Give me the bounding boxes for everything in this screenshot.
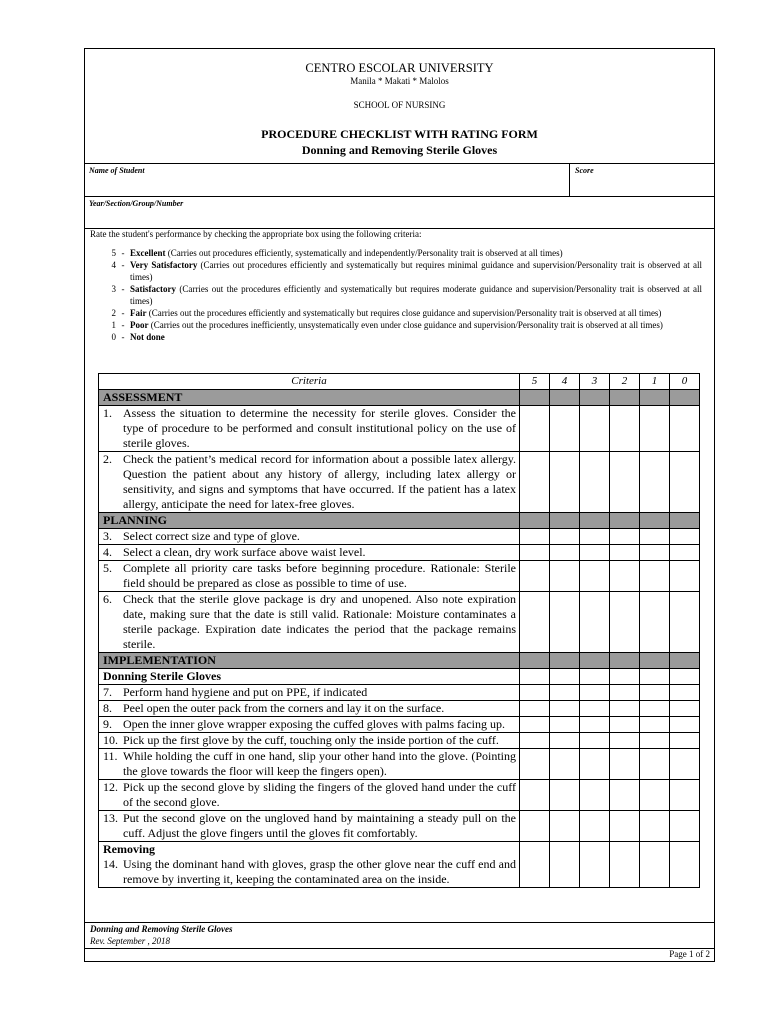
score-cell[interactable] xyxy=(520,749,550,780)
score-cell[interactable] xyxy=(550,406,580,452)
item-text: Perform hand hygiene and put on PPE, if indicated xyxy=(123,685,368,699)
table-row: 8. Peel open the outer pack from the corners and lay it on the surface. xyxy=(99,701,700,717)
score-cell[interactable] xyxy=(640,701,670,717)
item-text: While holding the cuff in one hand, slip your other hand into the glove. (Pointing the glove towards the floor will keep the fingers open). xyxy=(123,749,516,778)
item-text: Select correct size and type of glove. xyxy=(123,529,300,543)
score-cell[interactable] xyxy=(640,452,670,513)
form-title: PROCEDURE CHECKLIST WITH RATING FORM xyxy=(261,127,538,141)
criteria-row: 5 - Excellent (Carries out procedures efficiently, systematically and independently/Personality trait is observed at all times) xyxy=(111,248,563,258)
score-cell[interactable] xyxy=(550,529,580,545)
score-cell[interactable] xyxy=(520,561,550,592)
score-cell[interactable] xyxy=(610,406,640,452)
table-row: 2. Check the patient’s medical record for information about a possible latex allergy. Question the patient about any history of allergy, including latex allergy or sensitivity, and signs and symptoms that have occurred. If the patient has a latex allergy, anticipate the need for latex-free gloves. xyxy=(99,452,700,513)
score-cell[interactable] xyxy=(550,733,580,749)
section-row-implementation xyxy=(99,653,700,669)
score-cell[interactable] xyxy=(670,452,700,513)
table-row: 5. Complete all priority care tasks before beginning procedure. Rationale: Sterile field should be prepared as close as possible to time of use. xyxy=(99,561,700,592)
name-label: Name of Student xyxy=(89,166,145,175)
score-cell[interactable] xyxy=(520,733,550,749)
score-cell[interactable] xyxy=(670,717,700,733)
item-text: Pick up the second glove by sliding the fingers of the gloved hand under the cuff of the second glove. xyxy=(123,780,516,809)
score-cell[interactable] xyxy=(520,452,550,513)
score-cell[interactable] xyxy=(640,592,670,653)
score-cell[interactable] xyxy=(520,780,550,811)
item-text: Peel open the outer pack from the corners and lay it on the surface. xyxy=(123,701,445,715)
score-cell[interactable] xyxy=(610,780,640,811)
page-number: Page 1 of 2 xyxy=(669,949,710,959)
rating-criteria xyxy=(90,247,702,343)
table-row: 13. Put the second glove on the ungloved hand by maintaining a steady pull on the cuff. Adjust the glove fingers until the gloves fit comfortably. xyxy=(99,811,700,842)
table-row: 3. Select correct size and type of glove. xyxy=(99,529,700,545)
score-cell[interactable] xyxy=(640,545,670,561)
score-cell[interactable] xyxy=(610,701,640,717)
score-header-3: 3 xyxy=(580,374,610,390)
procedure-title: Donning and Removing Sterile Gloves xyxy=(301,143,498,157)
score-cell[interactable] xyxy=(610,842,640,888)
score-header-5: 5 xyxy=(520,374,550,390)
criteria-header: Criteria xyxy=(99,374,520,390)
score-cell[interactable] xyxy=(550,717,580,733)
section-heading: ASSESSMENT xyxy=(99,390,520,406)
subheading-removing: Removing xyxy=(99,842,520,858)
score-cell[interactable] xyxy=(580,842,610,888)
score-cell[interactable] xyxy=(580,701,610,717)
item-text: Pick up the first glove by the cuff, touching only the inside portion of the cuff. xyxy=(123,733,499,747)
item-text: Check that the sterile glove package is dry and unopened. Also note expiration date, making sure that the date is still valid. Rationale: Moisture contaminates a sterile package. Expiration date indicates the period that the package remains sterile. xyxy=(123,592,516,651)
score-cell[interactable] xyxy=(610,545,640,561)
item-text: Put the second glove on the ungloved hand by maintaining a steady pull on the cuff. Adjust the glove fingers until the gloves fit comfortably. xyxy=(123,811,516,840)
score-cell[interactable] xyxy=(580,811,610,842)
field-divider xyxy=(569,164,570,197)
score-cell[interactable] xyxy=(670,749,700,780)
criteria-row: 2 - Fair (Carries out the procedures efficiently and systematically but requires close guidance and supervision/Personality trait is observed at all times) xyxy=(111,308,662,318)
criteria-row: 1 - Poor (Carries out the procedures inefficiently, unsystematically even under close guidance and supervision/Personality trait is observed at all times) xyxy=(111,320,663,330)
score-cell[interactable] xyxy=(580,545,610,561)
score-cell[interactable] xyxy=(670,733,700,749)
score-header-2: 2 xyxy=(610,374,640,390)
score-cell[interactable] xyxy=(580,452,610,513)
footer-bottom-divider xyxy=(84,948,715,949)
score-cell[interactable] xyxy=(520,529,550,545)
criteria-row: 0 - Not done xyxy=(111,332,165,342)
score-cell[interactable] xyxy=(610,561,640,592)
name-field[interactable] xyxy=(84,163,715,197)
item-text: Select a clean, dry work surface above waist level. xyxy=(123,545,366,559)
score-header-1: 1 xyxy=(640,374,670,390)
score-cell[interactable] xyxy=(670,406,700,452)
score-cell[interactable] xyxy=(520,545,550,561)
score-cell[interactable] xyxy=(610,685,640,701)
section-heading: IMPLEMENTATION xyxy=(99,653,520,669)
table-header-row xyxy=(99,374,700,390)
footer-divider xyxy=(84,922,715,923)
score-cell[interactable] xyxy=(610,452,640,513)
score-cell[interactable] xyxy=(610,749,640,780)
score-cell[interactable] xyxy=(580,561,610,592)
footer-revision: Rev. September , 2018 xyxy=(90,936,171,946)
criteria-row: 4 - Very Satisfactory (Carries out procedures efficiently and systematically but requires minimal guidance and supervision/Personality trait is observed at all times) xyxy=(111,260,702,282)
table-row: 1. Assess the situation to determine the necessity for sterile gloves. Consider the type of procedure to be performed and consult institutional policy on the use of sterile gloves. xyxy=(99,406,700,452)
score-cell[interactable] xyxy=(520,685,550,701)
item-text: Assess the situation to determine the necessity for sterile gloves. Consider the type of procedure to be performed and consult institutional policy on the use of sterile gloves. xyxy=(123,406,516,450)
subheading-donning: Donning Sterile Gloves xyxy=(99,669,520,685)
score-cell[interactable] xyxy=(670,685,700,701)
score-cell[interactable] xyxy=(640,685,670,701)
score-cell[interactable] xyxy=(550,701,580,717)
table-row: 10. Pick up the first glove by the cuff, touching only the inside portion of the cuff. xyxy=(99,733,700,749)
score-cell[interactable] xyxy=(670,780,700,811)
table-row: 12. Pick up the second glove by sliding the fingers of the gloved hand under the cuff of the second glove. xyxy=(99,780,700,811)
table-row: 6. Check that the sterile glove package is dry and unopened. Also note expiration date, making sure that the date is still valid. Rationale: Moisture contaminates a sterile package. Expiration date indicates the period that the package remains sterile. xyxy=(99,592,700,653)
score-cell[interactable] xyxy=(670,545,700,561)
score-cell[interactable] xyxy=(550,561,580,592)
table-row: 4. Select a clean, dry work surface above waist level. xyxy=(99,545,700,561)
score-cell[interactable] xyxy=(550,685,580,701)
section-heading: PLANNING xyxy=(99,513,520,529)
score-cell[interactable] xyxy=(550,749,580,780)
score-cell[interactable] xyxy=(550,811,580,842)
item-text: Check the patient’s medical record for information about a possible latex allergy. Question the patient about any history of allergy, including latex allergy or sensitivity, and signs and symptoms that have occurred. If the patient has a latex allergy, anticipate the need for latex-free gloves. xyxy=(123,452,516,511)
subheading-row xyxy=(99,669,700,685)
score-cell[interactable] xyxy=(640,842,670,888)
score-cell[interactable] xyxy=(580,749,610,780)
score-cell[interactable] xyxy=(580,717,610,733)
score-cell[interactable] xyxy=(550,545,580,561)
university-name: CENTRO ESCOLAR UNIVERSITY xyxy=(305,61,494,75)
score-cell[interactable] xyxy=(640,811,670,842)
subheading-row xyxy=(99,842,700,858)
table-row: 9. Open the inner glove wrapper exposing the cuffed gloves with palms facing up. xyxy=(99,717,700,733)
section-field[interactable] xyxy=(84,196,715,229)
score-cell[interactable] xyxy=(580,592,610,653)
score-cell[interactable] xyxy=(580,685,610,701)
score-cell[interactable] xyxy=(520,717,550,733)
score-label: Score xyxy=(575,166,594,175)
score-cell[interactable] xyxy=(670,701,700,717)
score-cell[interactable] xyxy=(640,780,670,811)
score-cell[interactable] xyxy=(640,529,670,545)
score-header-4: 4 xyxy=(550,374,580,390)
table-row: 14. Using the dominant hand with gloves, grasp the other glove near the cuff end and remove by inverting it, keeping the contaminated area on the inside. xyxy=(99,857,700,888)
score-cell[interactable] xyxy=(520,701,550,717)
item-text: Complete all priority care tasks before beginning procedure. Rationale: Sterile field should be prepared as close as possible to time of use. xyxy=(123,561,516,590)
score-cell[interactable] xyxy=(670,529,700,545)
score-cell[interactable] xyxy=(520,811,550,842)
score-cell[interactable] xyxy=(610,733,640,749)
school-name: SCHOOL OF NURSING xyxy=(353,100,446,110)
score-cell[interactable] xyxy=(580,406,610,452)
footer-title: Donning and Removing Sterile Gloves xyxy=(90,924,233,934)
score-cell[interactable] xyxy=(550,452,580,513)
score-cell[interactable] xyxy=(640,717,670,733)
score-cell[interactable] xyxy=(640,406,670,452)
score-cell[interactable] xyxy=(550,842,580,888)
score-cell[interactable] xyxy=(610,592,640,653)
score-cell[interactable] xyxy=(520,592,550,653)
score-cell[interactable] xyxy=(640,561,670,592)
section-label: Year/Section/Group/Number xyxy=(89,199,184,208)
score-cell[interactable] xyxy=(670,561,700,592)
score-cell[interactable] xyxy=(520,406,550,452)
criteria-row: 3 - Satisfactory (Carries out the procedures efficiently and systematically but requires moderate guidance and supervision/Personality trait is observed at all times) xyxy=(111,284,702,306)
section-row-assessment xyxy=(99,390,700,406)
item-text: Open the inner glove wrapper exposing the cuffed gloves with palms facing up. xyxy=(123,717,506,731)
section-row-planning xyxy=(99,513,700,529)
table-row: 11. While holding the cuff in one hand, slip your other hand into the glove. (Pointing the glove towards the floor will keep the fingers open). xyxy=(99,749,700,780)
score-cell[interactable] xyxy=(610,529,640,545)
score-cell[interactable] xyxy=(640,733,670,749)
score-cell[interactable] xyxy=(580,529,610,545)
score-cell[interactable] xyxy=(670,842,700,888)
instructions: Rate the student's performance by checking the appropriate box using the following criteria: xyxy=(90,229,422,239)
score-cell[interactable] xyxy=(520,842,550,888)
score-cell[interactable] xyxy=(550,780,580,811)
campus-list: Manila * Makati * Malolos xyxy=(350,76,449,86)
score-header-0: 0 xyxy=(670,374,700,390)
score-cell[interactable] xyxy=(610,717,640,733)
score-cell[interactable] xyxy=(580,780,610,811)
rating-table xyxy=(98,373,700,888)
score-cell[interactable] xyxy=(670,592,700,653)
score-cell[interactable] xyxy=(580,733,610,749)
item-text: Using the dominant hand with gloves, grasp the other glove near the cuff end and remove by inverting it, keeping the contaminated area on the inside. xyxy=(123,857,516,886)
score-cell[interactable] xyxy=(550,592,580,653)
score-cell[interactable] xyxy=(670,811,700,842)
score-cell[interactable] xyxy=(610,811,640,842)
table-row: 7. Perform hand hygiene and put on PPE, if indicated xyxy=(99,685,700,701)
score-cell[interactable] xyxy=(640,749,670,780)
